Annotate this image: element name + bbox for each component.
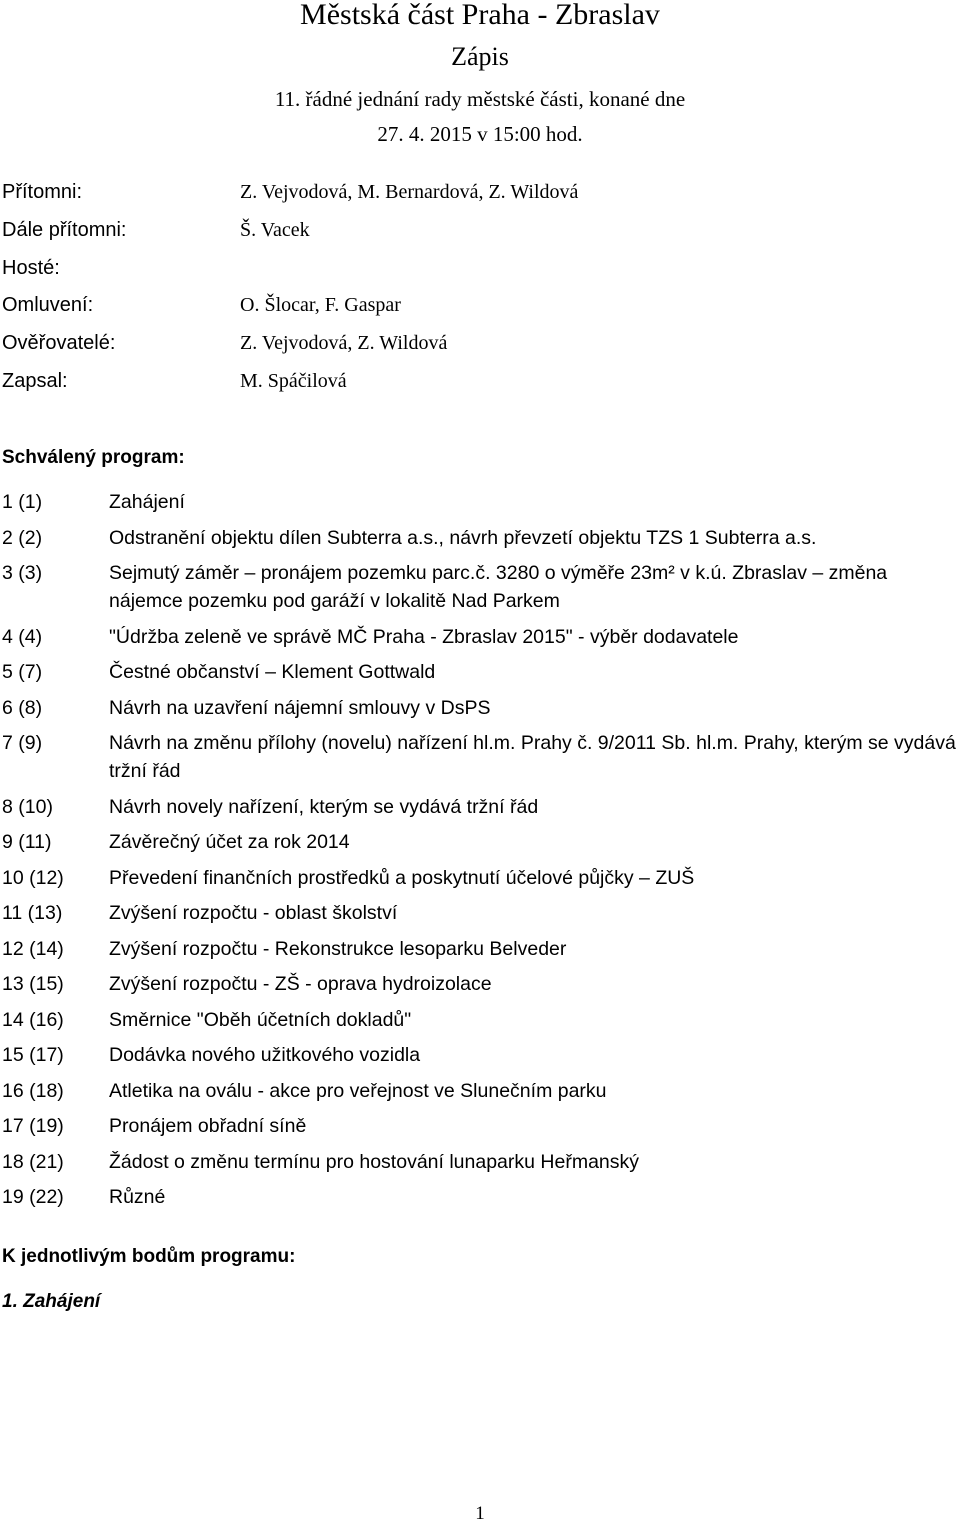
agenda-item — [2, 694, 960, 722]
agenda-item-text: Návrh na změnu přílohy (novelu) nařízení hl.m. Prahy č. 9/2011 Sb. hl.m. Prahy, kterým se vydává tržní řád — [109, 732, 956, 782]
attendance-value-also-present: Š. Vacek — [240, 219, 310, 241]
agenda-item — [2, 1041, 960, 1069]
agenda-item — [2, 935, 960, 963]
agenda-item-text: Závěrečný účet za rok 2014 — [109, 831, 350, 853]
agenda-item-number: 8 (10) — [2, 795, 53, 818]
agenda-item-number: 11 (13) — [2, 902, 63, 924]
agenda-item-text: Dodávka nového užitkového vozidla — [109, 1044, 421, 1066]
agenda-item-number: 14 (16) — [2, 1008, 64, 1031]
agenda-item-number: 1 (1) — [2, 491, 43, 513]
attendance-value-verifiers: Z. Vejvodová, Z. Wildová — [240, 332, 448, 354]
agenda-item-number: 16 (18) — [2, 1079, 64, 1102]
agenda-item-text: Sejmutý záměr – pronájem pozemku parc.č. 3280 o výměře 23m² v k.ú. Zbraslav – změna nájemce pozemku pod garáží v lokalitě Nad Parkem — [109, 562, 888, 612]
agenda-item — [2, 1148, 960, 1176]
agenda-item-text: Zvýšení rozpočtu - oblast školství — [109, 902, 398, 924]
agenda-item-number: 2 (2) — [2, 526, 43, 549]
agenda-item-number: 6 (8) — [2, 696, 43, 719]
agenda-item — [2, 1006, 960, 1034]
agenda-item-text: Zvýšení rozpočtu - ZŠ - oprava hydroizolace — [109, 973, 492, 995]
page-number: 1 — [475, 1503, 485, 1524]
agenda-item — [2, 828, 960, 856]
agenda-item-number: 13 (15) — [2, 973, 64, 995]
sections-heading: K jednotlivým bodům programu: — [2, 1246, 296, 1267]
agenda-item-number: 17 (19) — [2, 1115, 64, 1137]
agenda-item-number: 15 (17) — [2, 1044, 64, 1066]
agenda-item — [2, 623, 960, 651]
attendance-label-verifiers: Ověřovatelé: — [2, 332, 116, 354]
attendance-label-guests: Hosté: — [2, 257, 60, 279]
agenda-item-text: Návrh novely nařízení, kterým se vydává tržní řád — [109, 795, 539, 818]
attendance-value-recorder: M. Spáčilová — [240, 370, 347, 392]
date-line: 27. 4. 2015 v 15:00 hod. — [377, 122, 583, 146]
agenda-item-text: Odstranění objektu dílen Subterra a.s., návrh převzetí objektu TZS 1 Subterra a.s. — [109, 526, 817, 549]
agenda-item-number: 4 (4) — [2, 625, 43, 648]
agenda-item-text: Žádost o změnu termínu pro hostování lunaparku Heřmanský — [109, 1150, 640, 1173]
agenda-item — [2, 1077, 960, 1105]
agenda-item-number: 12 (14) — [2, 937, 64, 960]
agenda-item-text: "Údržba zeleně ve správě MČ Praha - Zbraslav 2015" - výběr dodavatele — [109, 625, 739, 648]
agenda-item — [2, 658, 960, 686]
agenda-item — [2, 864, 960, 892]
agenda-item — [2, 899, 960, 927]
agenda-item-text: Převedení finančních prostředků a poskytnutí účelové půjčky – ZUŠ — [109, 866, 695, 889]
agenda-item-number: 7 (9) — [2, 732, 43, 754]
program-heading: Schválený program: — [2, 447, 185, 468]
agenda-item-text: Směrnice "Oběh účetních dokladů" — [109, 1008, 412, 1031]
meeting-line: 11. řádné jednání rady městské části, konané dne — [274, 87, 686, 111]
agenda-item-number: 3 (3) — [2, 562, 43, 584]
agenda-item — [2, 729, 960, 785]
agenda-item-number: 18 (21) — [2, 1150, 64, 1173]
agenda-item — [2, 793, 960, 821]
agenda-item — [2, 1112, 960, 1140]
document-subtitle: Zápis — [451, 42, 509, 71]
agenda-item-number: 9 (11) — [2, 831, 52, 853]
document-title: Městská část Praha - Zbraslav — [300, 0, 660, 31]
attendance-label-recorder: Zapsal: — [2, 370, 68, 392]
attendance-value-present: Z. Vejvodová, M. Bernardová, Z. Wildová — [240, 181, 579, 203]
agenda-item-text: Různé — [109, 1186, 166, 1208]
agenda-item — [2, 970, 960, 998]
agenda-item-text: Návrh na uzavření nájemní smlouvy v DsPS — [109, 696, 491, 719]
agenda-item-text: Čestné občanství – Klement Gottwald — [109, 661, 436, 683]
attendance-label-excused: Omluvení: — [2, 294, 94, 316]
agenda-item-text: Pronájem obřadní síně — [109, 1115, 307, 1137]
agenda-item-number: 10 (12) — [2, 866, 64, 889]
agenda-item-number: 5 (7) — [2, 661, 43, 683]
attendance-label-present: Přítomni: — [2, 181, 83, 203]
attendance-value-excused: O. Šlocar, F. Gaspar — [240, 294, 401, 316]
agenda-item-text: Zvýšení rozpočtu - Rekonstrukce lesoparku Belveder — [109, 937, 567, 960]
section-1-heading: 1. Zahájení — [2, 1291, 101, 1312]
attendance-label-also-present: Dále přítomni: — [2, 219, 127, 241]
agenda-item-number: 19 (22) — [2, 1186, 64, 1208]
agenda-item-text: Atletika na oválu - akce pro veřejnost ve Slunečním parku — [109, 1079, 607, 1102]
agenda-item — [2, 488, 960, 516]
agenda-item — [2, 559, 960, 615]
agenda-list — [2, 488, 960, 1219]
agenda-item-text: Zahájení — [109, 491, 185, 513]
agenda-item — [2, 1183, 960, 1211]
agenda-item — [2, 524, 960, 552]
